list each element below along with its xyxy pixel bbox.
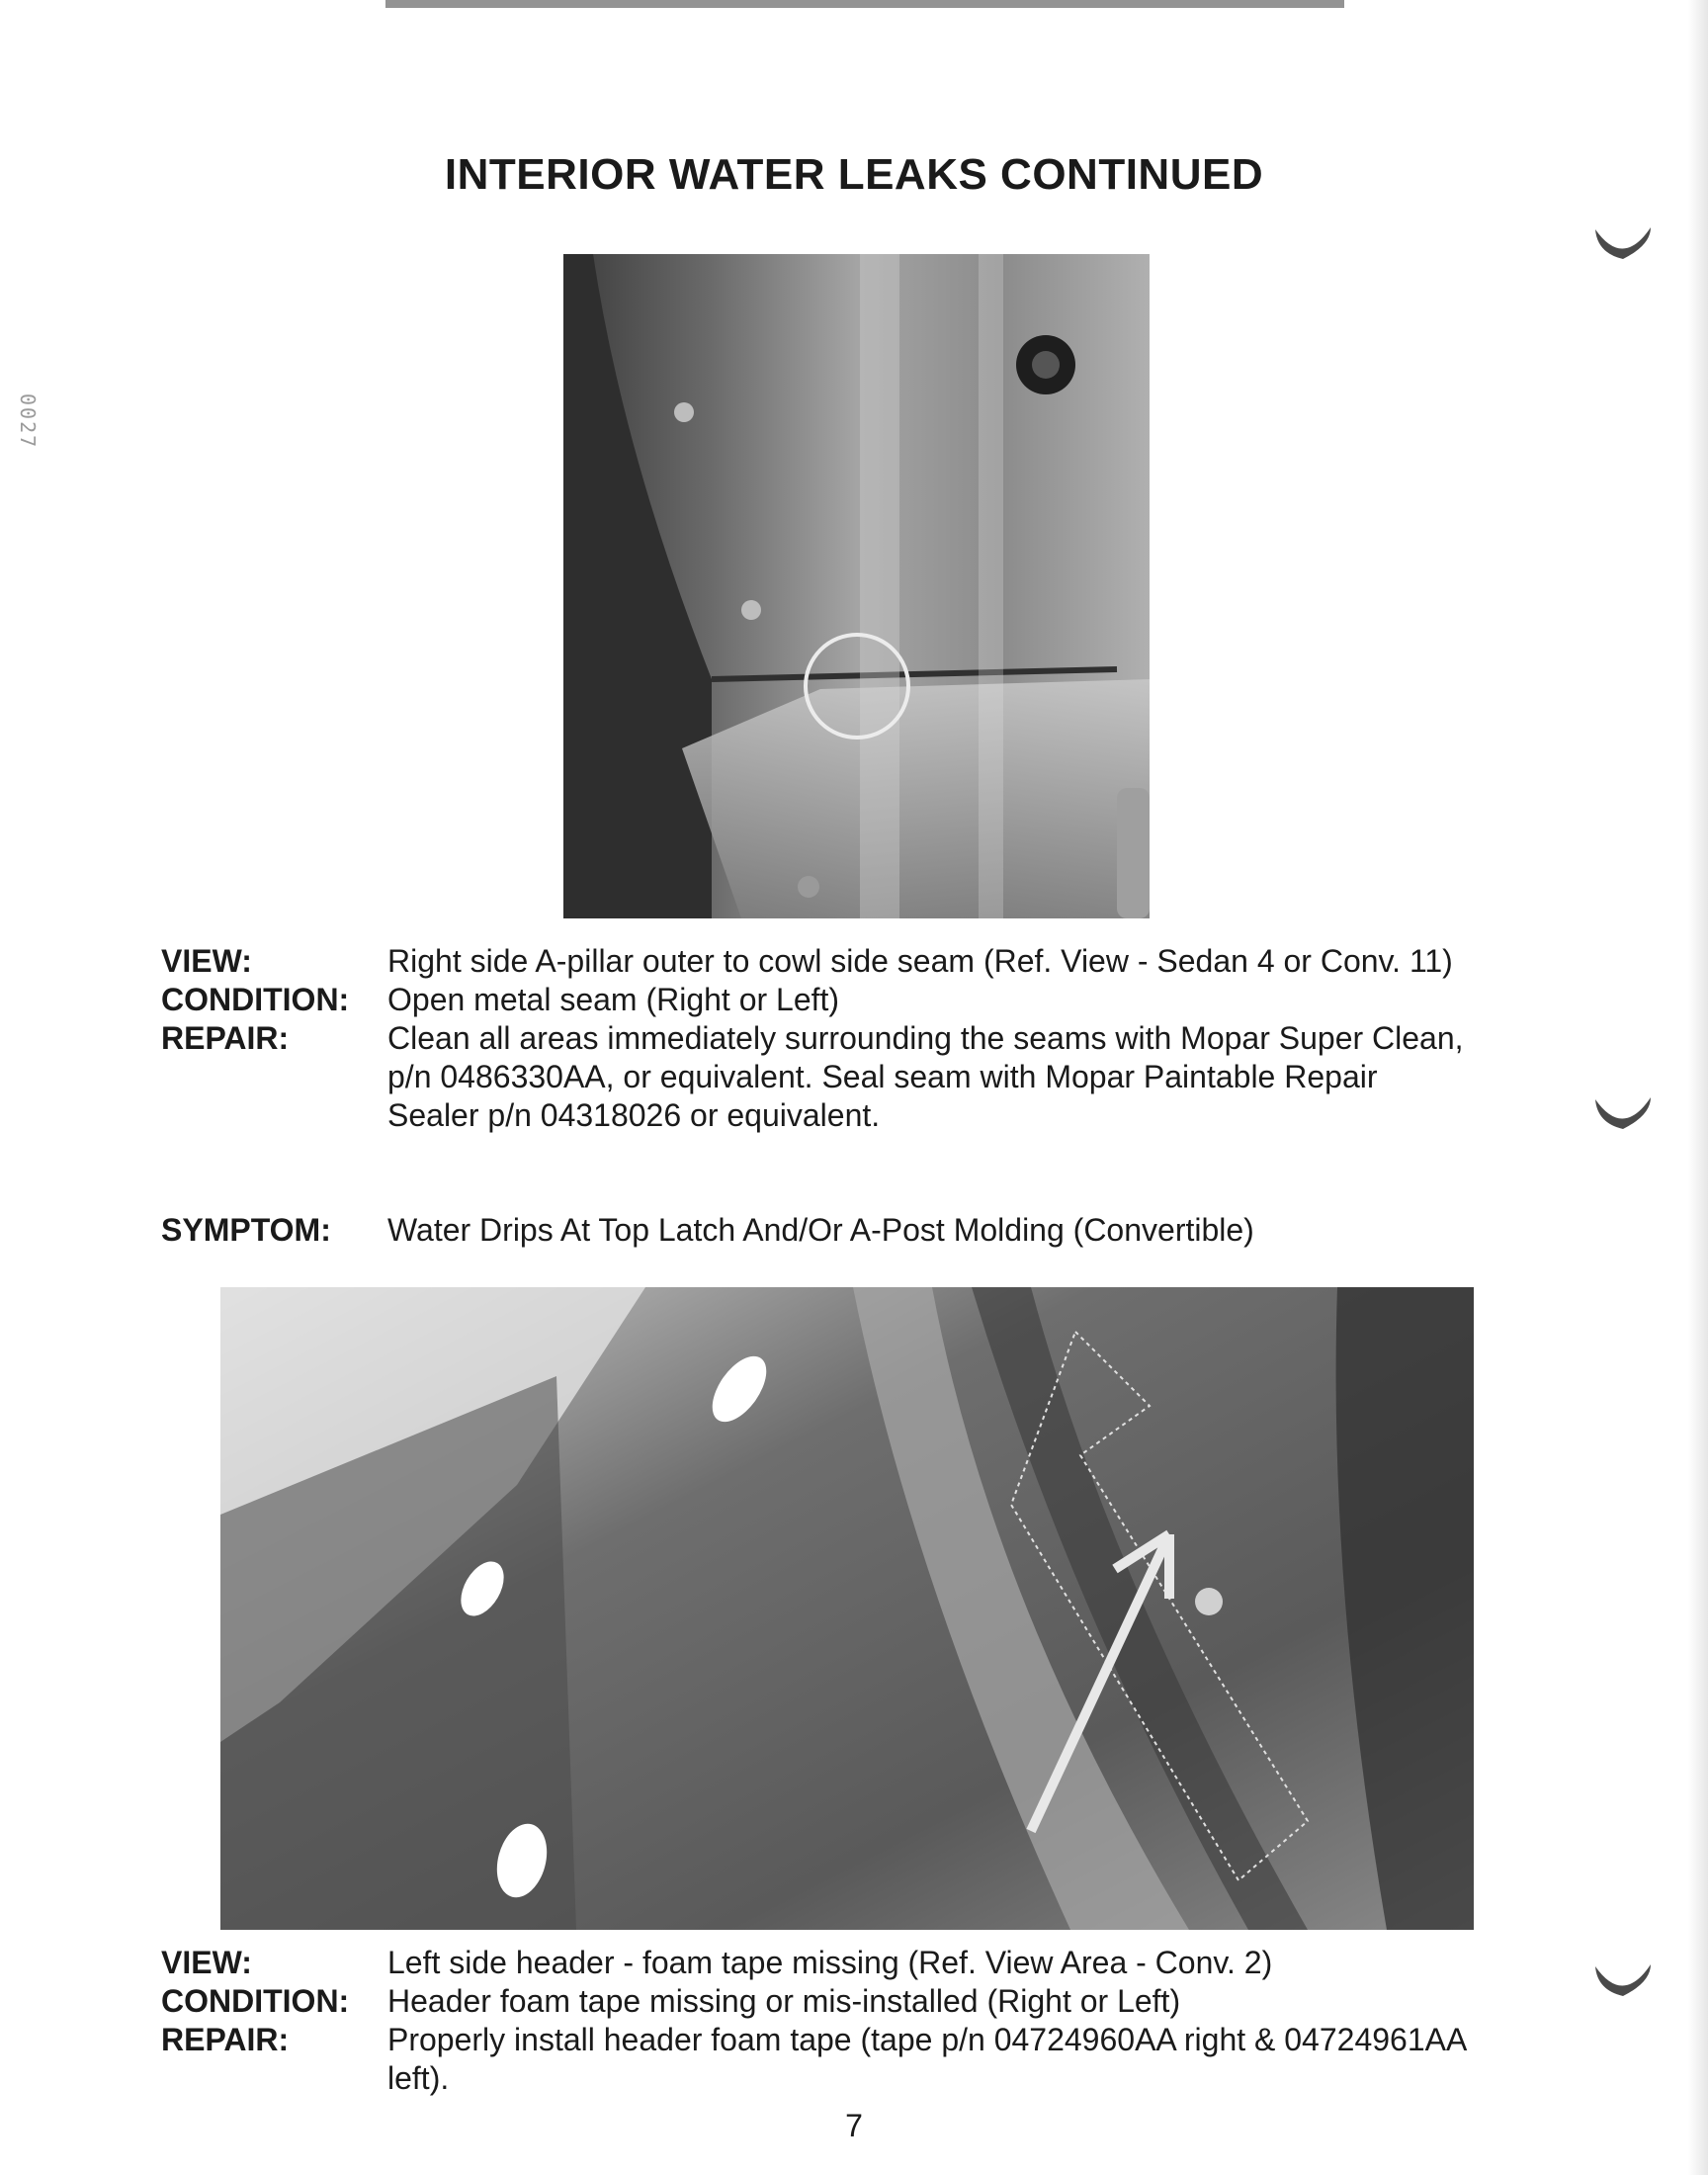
condition-text: Open metal seam (Right or Left) <box>387 982 840 1017</box>
binder-hole-icon <box>1593 225 1653 263</box>
view-text: Left side header - foam tape missing (Ref. View Area - Conv. 2) <box>387 1945 1273 1980</box>
condition-label: CONDITION: <box>161 1983 350 2019</box>
condition-text: Header foam tape missing or mis-installed (Right or Left) <box>387 1983 1181 2019</box>
side-stamp: 0027 <box>16 393 40 450</box>
repair-line: Properly install header foam tape (tape p/n 04724960AA right & 04724961AA <box>387 2022 1468 2057</box>
symptom-label: SYMPTOM: <box>161 1212 331 1248</box>
binder-hole-icon <box>1593 1962 1653 2000</box>
repair-line: left). <box>387 2060 450 2096</box>
header-foam-tape-photo <box>220 1287 1474 1930</box>
page-title: INTERIOR WATER LEAKS CONTINUED <box>444 150 1264 199</box>
view-text: Right side A-pillar outer to cowl side seam (Ref. View - Sedan 4 or Conv. 11) <box>387 943 1453 979</box>
symptom-text: Water Drips At Top Latch And/Or A-Post Molding (Convertible) <box>387 1212 1254 1248</box>
condition-label: CONDITION: <box>161 982 350 1017</box>
repair-text <box>387 1019 1544 1135</box>
repair-line: Clean all areas immediately surrounding the seams with Mopar Super Clean, <box>387 1020 1464 1056</box>
page-number: 7 <box>845 2108 863 2143</box>
view-label: VIEW: <box>161 943 252 979</box>
repair-line: Sealer p/n 04318026 or equivalent. <box>387 1097 881 1133</box>
view-label: VIEW: <box>161 1945 252 1980</box>
repair-line: p/n 0486330AA, or equivalent. Seal seam with Mopar Paintable Repair <box>387 1059 1378 1094</box>
a-pillar-seam-photo <box>563 254 1150 918</box>
repair-label: REPAIR: <box>161 2022 290 2057</box>
repair-label: REPAIR: <box>161 1020 290 1056</box>
scan-edge-artifact <box>385 0 1344 8</box>
repair-text <box>387 2021 1544 2098</box>
binder-hole-icon <box>1593 1095 1653 1133</box>
page-edge-shadow <box>1688 0 1708 2175</box>
